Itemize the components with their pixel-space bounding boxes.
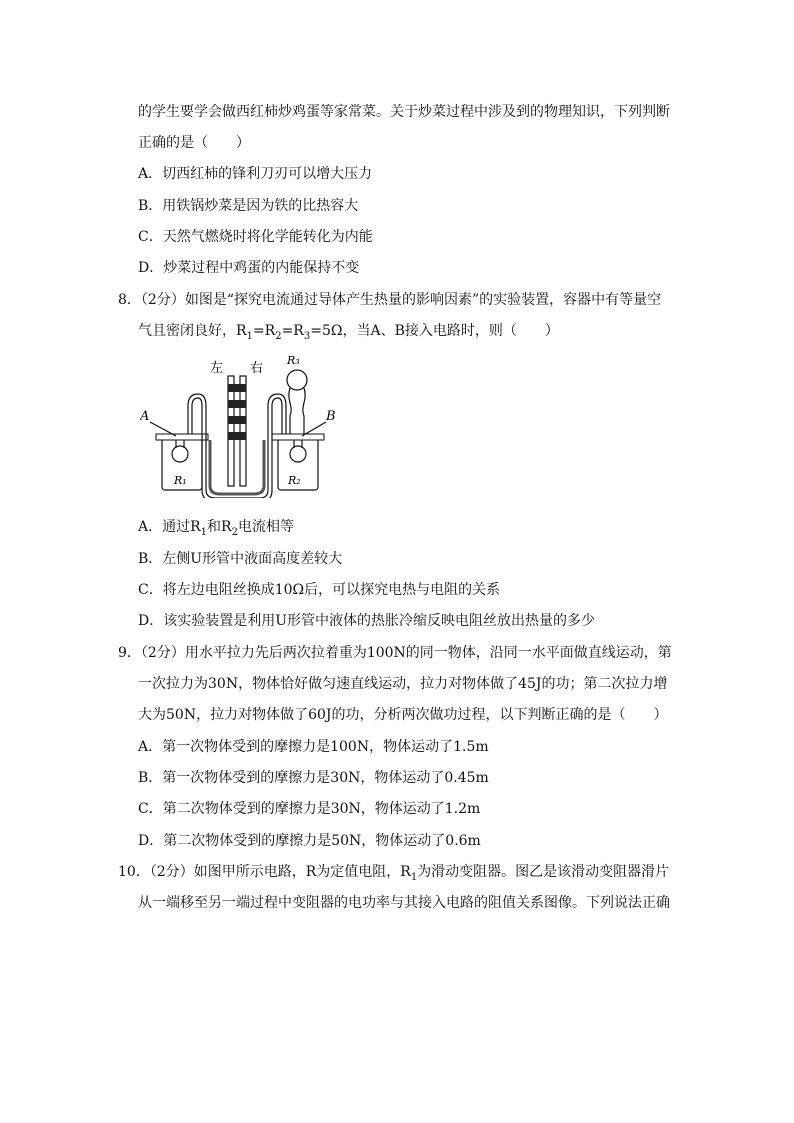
- label-r1: R₁: [174, 474, 187, 487]
- r2-coil: [290, 446, 306, 462]
- q8-option-c: C．将左边电阻丝换成10Ω后，可以探究电热与电阻的关系: [138, 582, 501, 598]
- q7-line1: 的学生要学会做西红柿炒鸡蛋等家常菜。关于炒菜过程中涉及到的物理知识，下列判断: [138, 104, 670, 120]
- r1-coil: [172, 446, 188, 462]
- q7-option-a: A．切西红柿的锋利刀刃可以增大压力: [138, 166, 373, 182]
- q9-option-a: A．第一次物体受到的摩擦力是100N，物体运动了1.5m: [138, 739, 489, 755]
- q10-line1: 10．（2分）如图甲所示电路，R为定值电阻，$R_1$为滑动变阻器。图乙是该滑动变阻器滑片: [118, 864, 670, 883]
- q7-line2: 正确的是（ ）: [138, 135, 250, 151]
- label-left: 左: [210, 361, 224, 376]
- q9-line2: 一次拉力为30N，物体恰好做匀速直线运动，拉力对物体做了45J的功；第二次拉力增: [138, 676, 668, 692]
- q7-option-d: D．炒菜过程中鸡蛋的内能保持不变: [138, 260, 360, 276]
- q10-line2: 从一端移至另一端过程中变阻器的电功率与其接入电路的阻值关系图像。下列说法正确: [138, 895, 670, 911]
- q9-option-b: B．第一次物体受到的摩擦力是30N，物体运动了0.45m: [138, 770, 489, 786]
- label-a: A: [140, 409, 150, 424]
- label-r3: R₃: [287, 354, 300, 367]
- label-right: 右: [250, 361, 264, 376]
- left-lid: [156, 434, 208, 440]
- right-lid: [272, 434, 324, 440]
- q8-option-b: B．左侧U形管中液面高度差较大: [138, 551, 343, 567]
- scale-mark: [228, 384, 246, 392]
- q8-option-a: A．通过$R_1$和$R_2$电流相等: [138, 519, 294, 538]
- q8-line2: 气且密闭良好，$R_1=R_2=R_3=5\Omega$，当A、B接入电路时，则（ ）: [138, 323, 559, 342]
- r3-coil: [287, 370, 307, 390]
- q9-line3: 大为50N，拉力对物体做了60J的功，分析两次做功过程，以下判断正确的是（ ）: [138, 707, 668, 723]
- q9-option-c: C．第二次物体受到的摩擦力是30N，物体运动了1.2m: [138, 801, 481, 817]
- q7-option-c: C．天然气燃烧时将化学能转化为内能: [138, 229, 373, 245]
- q7-option-b: B．用铁锅炒菜是因为铁的比热容大: [138, 198, 359, 214]
- q8-line1: 8．（2分）如图是“探究电流通过导体产生热量的影响因素”的实验装置，容器中有等量空: [118, 292, 662, 308]
- q9-option-d: D．第二次物体受到的摩擦力是50N，物体运动了0.6m: [138, 833, 481, 849]
- label-r2: R₂: [288, 474, 301, 487]
- q9-line1: 9．（2分）用水平拉力先后两次拉着重为100N的同一物体，沿同一水平面做直线运动，第: [118, 645, 672, 661]
- q8-apparatus-diagram: [140, 350, 340, 498]
- label-b: B: [326, 409, 336, 424]
- q8-option-d: D．该实验装置是利用U形管中液体的热胀冷缩反映电阻丝放出热量的多少: [138, 613, 596, 629]
